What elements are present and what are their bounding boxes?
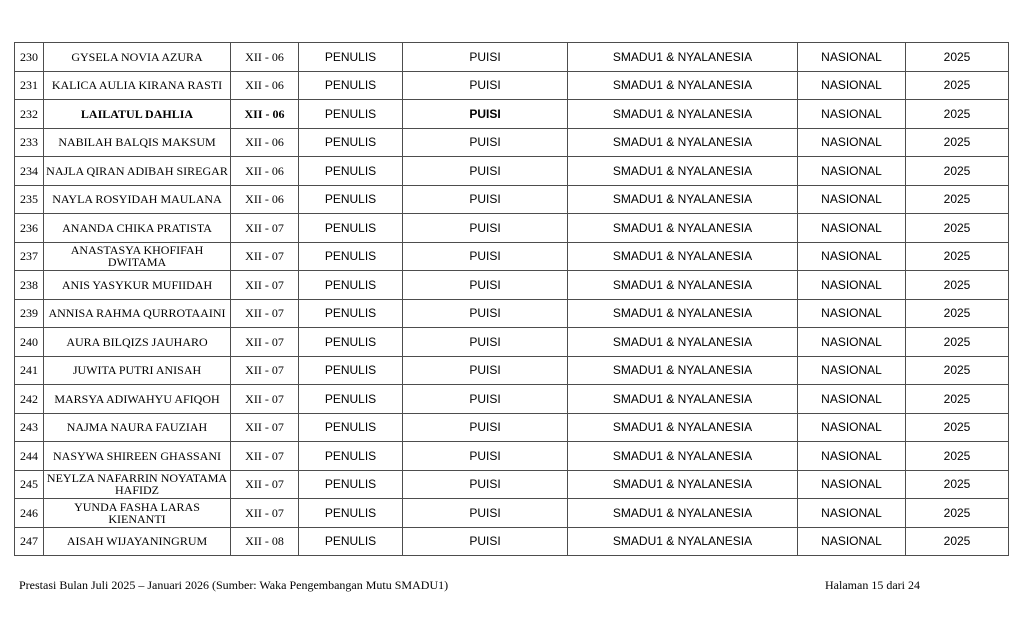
table-row — [15, 43, 1009, 72]
table-row — [15, 356, 1009, 385]
cell-number: 236 — [15, 214, 44, 243]
cell-level: NASIONAL — [798, 242, 906, 271]
table-row — [15, 299, 1009, 328]
cell-class: XII - 07 — [231, 413, 299, 442]
table-row — [15, 71, 1009, 100]
cell-number: 244 — [15, 442, 44, 471]
table-row — [15, 271, 1009, 300]
cell-category: PENULIS — [299, 71, 403, 100]
cell-level: NASIONAL — [798, 185, 906, 214]
table-row — [15, 527, 1009, 556]
cell-student-name: ANASTASYA KHOFIFAH DWITAMA — [44, 242, 231, 271]
cell-number: 230 — [15, 43, 44, 72]
cell-category: PENULIS — [299, 128, 403, 157]
cell-number: 231 — [15, 71, 44, 100]
cell-category: PENULIS — [299, 43, 403, 72]
cell-organizer: SMADU1 & NYALANESIA — [568, 499, 798, 528]
cell-category: PENULIS — [299, 185, 403, 214]
cell-student-name: LAILATUL DAHLIA — [44, 100, 231, 129]
cell-student-name: NEYLZA NAFARRIN NOYATAMA HAFIDZ — [44, 470, 231, 499]
cell-year: 2025 — [906, 100, 1009, 129]
table-row — [15, 157, 1009, 186]
cell-category: PENULIS — [299, 442, 403, 471]
cell-year: 2025 — [906, 499, 1009, 528]
cell-type: PUISI — [403, 413, 568, 442]
cell-organizer: SMADU1 & NYALANESIA — [568, 214, 798, 243]
cell-class: XII - 06 — [231, 43, 299, 72]
cell-level: NASIONAL — [798, 442, 906, 471]
cell-class: XII - 06 — [231, 185, 299, 214]
table-row — [15, 470, 1009, 499]
cell-student-name: ANANDA CHIKA PRATISTA — [44, 214, 231, 243]
cell-level: NASIONAL — [798, 527, 906, 556]
cell-year: 2025 — [906, 71, 1009, 100]
cell-student-name: GYSELA NOVIA AZURA — [44, 43, 231, 72]
cell-student-name: NABILAH BALQIS MAKSUM — [44, 128, 231, 157]
cell-number: 234 — [15, 157, 44, 186]
cell-level: NASIONAL — [798, 356, 906, 385]
cell-level: NASIONAL — [798, 470, 906, 499]
cell-student-name: AURA BILQIZS JAUHARO — [44, 328, 231, 357]
cell-organizer: SMADU1 & NYALANESIA — [568, 128, 798, 157]
cell-student-name: JUWITA PUTRI ANISAH — [44, 356, 231, 385]
cell-organizer: SMADU1 & NYALANESIA — [568, 242, 798, 271]
cell-organizer: SMADU1 & NYALANESIA — [568, 100, 798, 129]
cell-category: PENULIS — [299, 242, 403, 271]
cell-category: PENULIS — [299, 385, 403, 414]
cell-level: NASIONAL — [798, 413, 906, 442]
cell-class: XII - 08 — [231, 527, 299, 556]
cell-type: PUISI — [403, 128, 568, 157]
cell-level: NASIONAL — [798, 271, 906, 300]
cell-type: PUISI — [403, 356, 568, 385]
cell-class: XII - 06 — [231, 157, 299, 186]
cell-student-name: ANNISA RAHMA QURROTAAINI — [44, 299, 231, 328]
cell-type: PUISI — [403, 71, 568, 100]
cell-category: PENULIS — [299, 527, 403, 556]
cell-year: 2025 — [906, 299, 1009, 328]
cell-class: XII - 07 — [231, 328, 299, 357]
cell-class: XII - 07 — [231, 470, 299, 499]
cell-year: 2025 — [906, 271, 1009, 300]
cell-year: 2025 — [906, 128, 1009, 157]
cell-year: 2025 — [906, 185, 1009, 214]
cell-category: PENULIS — [299, 470, 403, 499]
cell-level: NASIONAL — [798, 214, 906, 243]
cell-type: PUISI — [403, 499, 568, 528]
cell-level: NASIONAL — [798, 499, 906, 528]
table-row — [15, 442, 1009, 471]
table-row — [15, 328, 1009, 357]
cell-student-name: KALICA AULIA KIRANA RASTI — [44, 71, 231, 100]
cell-class: XII - 07 — [231, 499, 299, 528]
cell-number: 241 — [15, 356, 44, 385]
cell-class: XII - 06 — [231, 71, 299, 100]
cell-class: XII - 07 — [231, 356, 299, 385]
cell-organizer: SMADU1 & NYALANESIA — [568, 43, 798, 72]
cell-number: 233 — [15, 128, 44, 157]
table-row — [15, 385, 1009, 414]
cell-level: NASIONAL — [798, 100, 906, 129]
cell-level: NASIONAL — [798, 71, 906, 100]
cell-type: PUISI — [403, 242, 568, 271]
cell-class: XII - 07 — [231, 214, 299, 243]
cell-level: NASIONAL — [798, 328, 906, 357]
cell-organizer: SMADU1 & NYALANESIA — [568, 271, 798, 300]
cell-student-name: NAJLA QIRAN ADIBAH SIREGAR — [44, 157, 231, 186]
cell-class: XII - 07 — [231, 242, 299, 271]
cell-student-name: NAYLA ROSYIDAH MAULANA — [44, 185, 231, 214]
cell-year: 2025 — [906, 157, 1009, 186]
cell-level: NASIONAL — [798, 157, 906, 186]
cell-class: XII - 06 — [231, 100, 299, 129]
footer-source: Prestasi Bulan Juli 2025 – Januari 2026 (Sumber: Waka Pengembangan Mutu SMADU1) — [19, 578, 449, 592]
cell-number: 242 — [15, 385, 44, 414]
cell-student-name: AISAH WIJAYANINGRUM — [44, 527, 231, 556]
cell-number: 235 — [15, 185, 44, 214]
cell-level: NASIONAL — [798, 43, 906, 72]
cell-number: 237 — [15, 242, 44, 271]
cell-type: PUISI — [403, 527, 568, 556]
cell-category: PENULIS — [299, 413, 403, 442]
cell-organizer: SMADU1 & NYALANESIA — [568, 71, 798, 100]
cell-type: PUISI — [403, 100, 568, 129]
table-row — [15, 499, 1009, 528]
cell-year: 2025 — [906, 385, 1009, 414]
cell-organizer: SMADU1 & NYALANESIA — [568, 356, 798, 385]
cell-category: PENULIS — [299, 100, 403, 129]
cell-type: PUISI — [403, 43, 568, 72]
cell-year: 2025 — [906, 328, 1009, 357]
cell-category: PENULIS — [299, 499, 403, 528]
cell-year: 2025 — [906, 413, 1009, 442]
achievement-table-body — [15, 43, 1009, 556]
cell-student-name: NAJMA NAURA FAUZIAH — [44, 413, 231, 442]
cell-year: 2025 — [906, 214, 1009, 243]
cell-category: PENULIS — [299, 356, 403, 385]
cell-type: PUISI — [403, 214, 568, 243]
table-row — [15, 413, 1009, 442]
cell-category: PENULIS — [299, 214, 403, 243]
cell-level: NASIONAL — [798, 299, 906, 328]
table-row — [15, 214, 1009, 243]
cell-organizer: SMADU1 & NYALANESIA — [568, 413, 798, 442]
cell-class: XII - 07 — [231, 442, 299, 471]
cell-year: 2025 — [906, 242, 1009, 271]
table-row — [15, 242, 1009, 271]
cell-number: 238 — [15, 271, 44, 300]
cell-class: XII - 06 — [231, 128, 299, 157]
cell-category: PENULIS — [299, 328, 403, 357]
cell-number: 232 — [15, 100, 44, 129]
cell-number: 240 — [15, 328, 44, 357]
cell-level: NASIONAL — [798, 128, 906, 157]
cell-student-name: ANIS YASYKUR MUFIIDAH — [44, 271, 231, 300]
cell-year: 2025 — [906, 527, 1009, 556]
cell-student-name: MARSYA ADIWAHYU AFIQOH — [44, 385, 231, 414]
cell-number: 246 — [15, 499, 44, 528]
cell-category: PENULIS — [299, 271, 403, 300]
cell-organizer: SMADU1 & NYALANESIA — [568, 299, 798, 328]
cell-year: 2025 — [906, 43, 1009, 72]
cell-class: XII - 07 — [231, 385, 299, 414]
cell-level: NASIONAL — [798, 385, 906, 414]
cell-class: XII - 07 — [231, 299, 299, 328]
cell-class: XII - 07 — [231, 271, 299, 300]
cell-year: 2025 — [906, 356, 1009, 385]
cell-number: 245 — [15, 470, 44, 499]
cell-type: PUISI — [403, 442, 568, 471]
cell-type: PUISI — [403, 470, 568, 499]
cell-number: 239 — [15, 299, 44, 328]
cell-student-name: NASYWA SHIREEN GHASSANI — [44, 442, 231, 471]
cell-student-name: YUNDA FASHA LARAS KIENANTI — [44, 499, 231, 528]
cell-category: PENULIS — [299, 299, 403, 328]
cell-type: PUISI — [403, 185, 568, 214]
cell-number: 243 — [15, 413, 44, 442]
cell-year: 2025 — [906, 470, 1009, 499]
cell-type: PUISI — [403, 271, 568, 300]
achievement-table — [14, 42, 1009, 556]
cell-organizer: SMADU1 & NYALANESIA — [568, 385, 798, 414]
cell-organizer: SMADU1 & NYALANESIA — [568, 470, 798, 499]
cell-category: PENULIS — [299, 157, 403, 186]
cell-type: PUISI — [403, 157, 568, 186]
cell-type: PUISI — [403, 385, 568, 414]
table-row — [15, 100, 1009, 129]
cell-number: 247 — [15, 527, 44, 556]
cell-organizer: SMADU1 & NYALANESIA — [568, 157, 798, 186]
cell-organizer: SMADU1 & NYALANESIA — [568, 442, 798, 471]
footer-page-number: Halaman 15 dari 24 — [825, 578, 920, 592]
table-row — [15, 185, 1009, 214]
cell-organizer: SMADU1 & NYALANESIA — [568, 328, 798, 357]
cell-organizer: SMADU1 & NYALANESIA — [568, 185, 798, 214]
table-row — [15, 128, 1009, 157]
cell-organizer: SMADU1 & NYALANESIA — [568, 527, 798, 556]
cell-year: 2025 — [906, 442, 1009, 471]
cell-type: PUISI — [403, 328, 568, 357]
cell-type: PUISI — [403, 299, 568, 328]
